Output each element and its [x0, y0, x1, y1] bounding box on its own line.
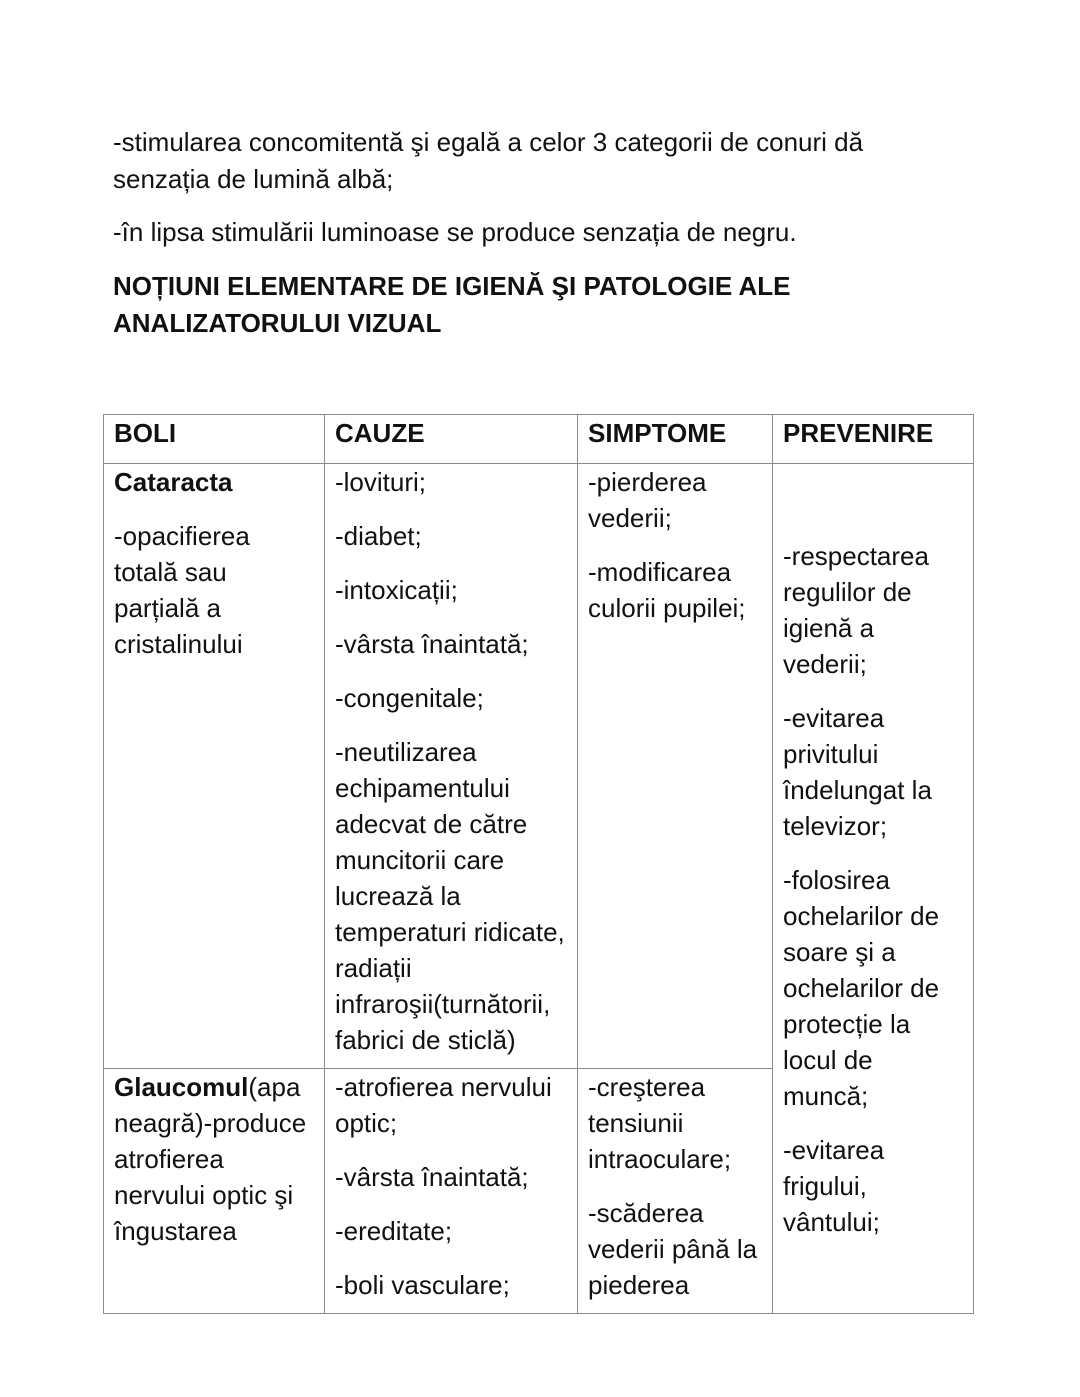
symptoms-cell: [578, 464, 773, 1069]
header-label: SIMPTOME: [588, 418, 727, 448]
symptoms-cell: [578, 1069, 773, 1314]
diseases-table: [103, 414, 974, 1314]
symptom-item: -pierderea vederii;: [588, 467, 707, 533]
disease-description: -opacifierea totală sau parțială a cristalinului: [114, 521, 250, 659]
header-cauze: [325, 415, 578, 464]
disease-description: (apa neagră)-produce atrofierea nervului optic şi îngustarea: [114, 1072, 307, 1246]
header-prevenire: [773, 415, 974, 464]
table-header-row: [104, 415, 974, 464]
cause-item: -vârsta înaintată;: [335, 629, 529, 659]
disease-cell: [104, 1069, 325, 1314]
symptom-item: -scăderea vederii până la piederea: [588, 1198, 758, 1300]
cause-item: -boli vasculare;: [335, 1270, 510, 1300]
disease-cell: [104, 464, 325, 1069]
header-label: CAUZE: [335, 418, 425, 448]
header-label: PREVENIRE: [783, 418, 934, 448]
symptom-item: -creşterea tensiunii intraoculare;: [588, 1072, 732, 1174]
prevention-cell: [773, 464, 974, 1314]
prevention-item: -evitarea privitului îndelungat la televizor;: [783, 702, 932, 841]
prevention-item: -evitarea frigului, vântului;: [783, 1134, 885, 1237]
causes-cell: [325, 1069, 578, 1314]
cause-item: -atrofierea nervului optic;: [335, 1072, 552, 1138]
paragraph-black-sensation: -în lipsa stimulării luminoase se produce senzația de negru.: [113, 217, 797, 247]
disease-name: Cataracta: [114, 467, 233, 497]
table-row: [104, 464, 974, 1069]
disease-name: Glaucomul: [114, 1072, 249, 1102]
cause-item: -congenitale;: [335, 683, 484, 713]
cause-item: -diabet;: [335, 521, 422, 551]
prevention-item: -folosirea ochelarilor de soare şi a ochelarilor de protecție la locul de muncă;: [783, 864, 940, 1111]
prevention-item: -respectarea regulilor de igienă a vederii;: [783, 540, 929, 679]
cause-item: -vârsta înaintată;: [335, 1162, 529, 1192]
cause-item: -ereditate;: [335, 1216, 453, 1246]
symptom-item: -modificarea culorii pupilei;: [588, 557, 746, 623]
section-heading: NOȚIUNI ELEMENTARE DE IGIENĂ ŞI PATOLOGIE ALE ANALIZATORULUI VIZUAL: [113, 271, 791, 338]
cause-item: -intoxicații;: [335, 575, 458, 605]
header-boli: [104, 415, 325, 464]
cause-item: -neutilizarea echipamentului adecvat de către muncitorii care lucrează la temperaturi ridicate, radiații infraroşii(turnătorii, fabrici de sticlă): [335, 737, 565, 1055]
disease-text: [114, 1069, 316, 1249]
paragraph-white-light: -stimularea concomitentă şi egală a celor 3 categorii de conuri dă senzația de lumină albă;: [113, 127, 864, 194]
header-label: BOLI: [114, 418, 177, 448]
header-simptome: [578, 415, 773, 464]
causes-cell: [325, 464, 578, 1069]
cause-item: -lovituri;: [335, 467, 427, 497]
